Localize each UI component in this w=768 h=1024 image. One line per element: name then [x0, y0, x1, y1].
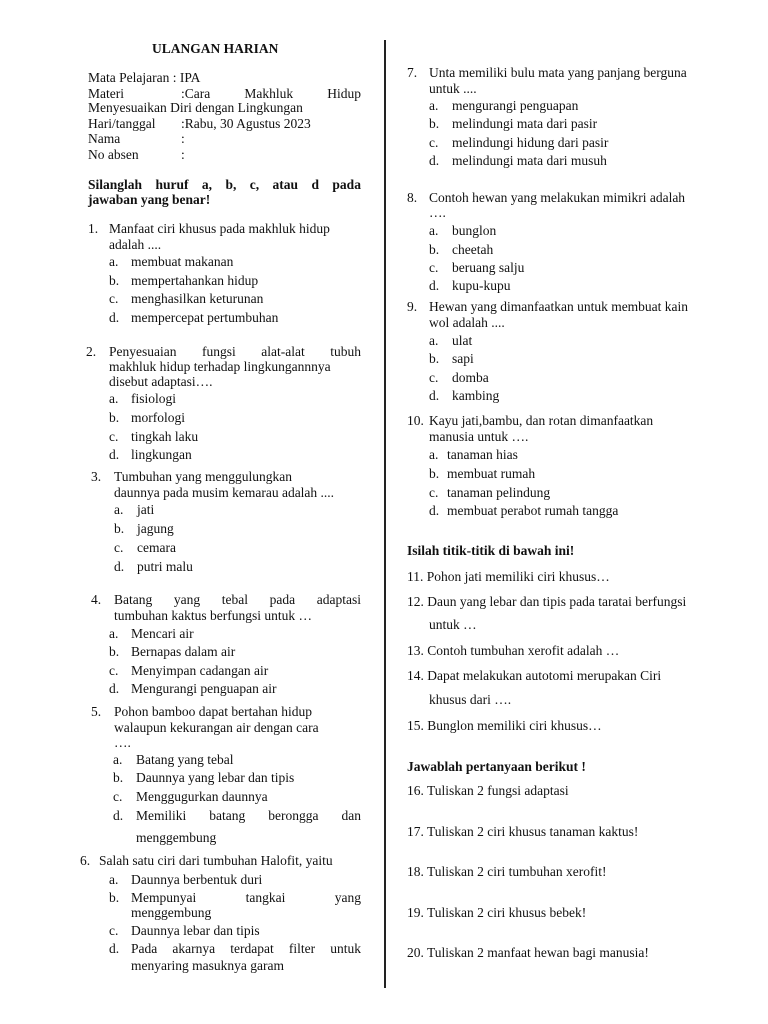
question-10-number: 10. — [407, 413, 424, 428]
option-text: putri malu — [137, 559, 193, 574]
absent-number-colon: : — [181, 147, 185, 162]
option-label: c. — [429, 485, 439, 500]
option-text: Batang yang tebal — [136, 752, 234, 767]
option-text: mempercepat pertumbuhan — [131, 310, 279, 325]
option-text: cheetah — [452, 242, 494, 257]
option-label: d. — [429, 153, 440, 168]
question-8-text: Contoh hewan yang melakukan mimikri adalah — [429, 190, 686, 205]
question-5-number: 5. — [91, 704, 102, 719]
option-text: Menyimpan cadangan air — [131, 663, 269, 678]
option-text: lingkungan — [131, 447, 192, 462]
question-16-text: 16. Tuliskan 2 fungsi adaptasi — [407, 783, 569, 798]
question-15-text: 15. Bunglon memiliki ciri khusus… — [407, 718, 602, 733]
option-text: cemara — [137, 540, 176, 555]
date-value: :Rabu, 30 Agustus 2023 — [181, 116, 311, 131]
option-text: membuat makanan — [131, 254, 234, 269]
option-label: b. — [113, 770, 124, 785]
option-text: ulat — [452, 333, 473, 348]
column-divider — [384, 40, 386, 988]
question-14-text-cont: khusus dari …. — [429, 692, 512, 707]
option-label: b. — [429, 466, 440, 481]
question-4-text-cont: tumbuhan kaktus berfungsi untuk … — [114, 608, 312, 623]
option-text-cont: menggembung — [136, 830, 217, 845]
question-10-text: Kayu jati,bambu, dan rotan dimanfaatkan — [429, 413, 654, 428]
option-label: d. — [109, 447, 120, 462]
question-3-number: 3. — [91, 469, 102, 484]
question-5-text-cont: …. — [114, 735, 131, 750]
subject-line: Mata Pelajaran : IPA — [88, 70, 201, 85]
topic-label: Materi — [88, 86, 124, 101]
option-text: tanaman pelindung — [447, 485, 551, 500]
option-text: jagung — [137, 521, 174, 536]
option-text: Daunnya berbentuk duri — [131, 872, 263, 887]
question-5-text: Pohon bamboo dapat bertahan hidup — [114, 704, 312, 719]
option-label: a. — [109, 254, 119, 269]
option-label: d. — [109, 941, 120, 956]
option-label: a. — [429, 333, 439, 348]
question-8-text-cont: …. — [429, 205, 446, 220]
section-a-instruction-cont: jawaban yang benar! — [88, 192, 211, 207]
question-7-text-cont: untuk .... — [429, 81, 477, 96]
question-1-text-cont: adalah .... — [109, 237, 162, 252]
option-label: b. — [114, 521, 125, 536]
question-9-number: 9. — [407, 299, 418, 314]
option-label: c. — [109, 923, 119, 938]
option-text: domba — [452, 370, 489, 385]
name-colon: : — [181, 131, 185, 146]
option-label: a. — [109, 626, 119, 641]
option-label: d. — [109, 681, 120, 696]
option-label: d. — [429, 388, 440, 403]
question-1-text: Manfaat ciri khusus pada makhluk hidup — [109, 221, 330, 236]
question-7-number: 7. — [407, 65, 418, 80]
question-12-text-cont: untuk … — [429, 617, 477, 632]
question-6-number: 6. — [80, 853, 91, 868]
option-label: c. — [109, 291, 119, 306]
option-text: bunglon — [452, 223, 497, 238]
option-text: melindungi mata dari musuh — [452, 153, 607, 168]
option-label: b. — [429, 242, 440, 257]
date-label: Hari/tanggal — [88, 116, 156, 131]
option-text: mempertahankan hidup — [131, 273, 259, 288]
option-label: c. — [429, 135, 439, 150]
topic-first-line: :Cara Makhluk Hidup — [181, 86, 361, 101]
question-11-text: 11. Pohon jati memiliki ciri khusus… — [407, 569, 610, 584]
option-text: tanaman hias — [447, 447, 518, 462]
option-label: d. — [114, 559, 125, 574]
option-label: c. — [429, 260, 439, 275]
topic-continued: Menyesuaikan Diri dengan Lingkungan — [88, 100, 303, 115]
option-label: a. — [109, 872, 119, 887]
section-b-instruction: Isilah titik-titik di bawah ini! — [407, 543, 575, 558]
question-4-text: Batang yang tebal pada adaptasi — [114, 592, 361, 607]
option-text: membuat perabot rumah tangga — [447, 503, 619, 518]
question-14-text: 14. Dapat melakukan autotomi merupakan Ciri — [407, 668, 662, 683]
option-text: Pada akarnya terdapat filter untuk — [131, 941, 361, 956]
option-label: c. — [113, 789, 123, 804]
option-label: d. — [113, 808, 124, 823]
option-label: b. — [109, 273, 120, 288]
option-label: c. — [109, 663, 119, 678]
option-label: a. — [429, 98, 439, 113]
option-text: kupu-kupu — [452, 278, 511, 293]
option-text: Daunnya lebar dan tipis — [131, 923, 260, 938]
option-text: Mencari air — [131, 626, 194, 641]
absent-number-label: No absen — [88, 147, 139, 162]
option-label: b. — [109, 890, 120, 905]
question-9-text-cont: wol adalah .... — [429, 315, 505, 330]
option-label: a. — [429, 223, 439, 238]
name-label: Nama — [88, 131, 121, 146]
option-label: c. — [109, 429, 119, 444]
option-label: c. — [429, 370, 439, 385]
question-7-text: Unta memiliki bulu mata yang panjang berguna — [429, 65, 687, 80]
option-label: b. — [429, 351, 440, 366]
option-text: morfologi — [131, 410, 185, 425]
question-2-text: Penyesuaian fungsi alat-alat tubuh — [109, 344, 361, 359]
option-text: jati — [137, 502, 155, 517]
question-12-text: 12. Daun yang lebar dan tipis pada taratai berfungsi — [407, 594, 687, 609]
question-13-text: 13. Contoh tumbuhan xerofit adalah … — [407, 643, 620, 658]
option-text: membuat rumah — [447, 466, 536, 481]
option-text: beruang salju — [452, 260, 525, 275]
question-9-text: Hewan yang dimanfaatkan untuk membuat kain — [429, 299, 689, 314]
question-17-text: 17. Tuliskan 2 ciri khusus tanaman kaktus! — [407, 824, 639, 839]
question-3-text: Tumbuhan yang menggulungkan — [114, 469, 292, 484]
option-text: mengurangi penguapan — [452, 98, 579, 113]
option-label: a. — [109, 391, 119, 406]
option-text-cont: menyaring masuknya garam — [131, 958, 284, 973]
option-label: a. — [113, 752, 123, 767]
option-label: d. — [429, 278, 440, 293]
option-label: b. — [429, 116, 440, 131]
option-label: c. — [114, 540, 124, 555]
option-text: sapi — [452, 351, 474, 366]
question-20-text: 20. Tuliskan 2 manfaat hewan bagi manusia! — [407, 945, 649, 960]
option-text: Mengurangi penguapan air — [131, 681, 277, 696]
option-text: melindungi hidung dari pasir — [452, 135, 609, 150]
question-2-text-cont: makhluk hidup terhadap lingkungannnya — [109, 359, 331, 374]
question-10-text-cont: manusia untuk …. — [429, 429, 529, 444]
question-18-text: 18. Tuliskan 2 ciri tumbuhan xerofit! — [407, 864, 607, 879]
option-label: a. — [429, 447, 439, 462]
question-19-text: 19. Tuliskan 2 ciri khusus bebek! — [407, 905, 587, 920]
option-text: Daunnya yang lebar dan tipis — [136, 770, 295, 785]
option-label: b. — [109, 410, 120, 425]
option-label: a. — [114, 502, 124, 517]
option-label: b. — [109, 644, 120, 659]
section-a-instruction: Silanglah huruf a, b, c, atau d pada — [88, 177, 361, 192]
option-label: d. — [109, 310, 120, 325]
option-text: tingkah laku — [131, 429, 199, 444]
option-text: kambing — [452, 388, 500, 403]
question-3-text-cont: daunnya pada musim kemarau adalah .... — [114, 485, 335, 500]
option-text: Memiliki batang berongga dan — [136, 808, 361, 823]
question-6-text: Salah satu ciri dari tumbuhan Halofit, yaitu — [99, 853, 333, 868]
option-text: melindungi mata dari pasir — [452, 116, 598, 131]
option-label: d. — [429, 503, 440, 518]
option-text: menghasilkan keturunan — [131, 291, 264, 306]
question-5-text-cont: walaupun kekurangan air dengan cara — [114, 720, 319, 735]
option-text-cont: menggembung — [131, 905, 212, 920]
question-4-number: 4. — [91, 592, 102, 607]
question-8-number: 8. — [407, 190, 418, 205]
question-1-number: 1. — [88, 221, 99, 236]
section-c-instruction: Jawablah pertanyaan berikut ! — [407, 759, 586, 774]
option-text: Mempunyai tangkai yang — [131, 890, 361, 905]
option-text: fisiologi — [131, 391, 177, 406]
question-2-number: 2. — [86, 344, 97, 359]
option-text: Menggugurkan daunnya — [136, 789, 268, 804]
question-2-text-cont: disebut adaptasi…. — [109, 374, 213, 389]
page-title: ULANGAN HARIAN — [152, 41, 279, 56]
option-text: Bernapas dalam air — [131, 644, 236, 659]
